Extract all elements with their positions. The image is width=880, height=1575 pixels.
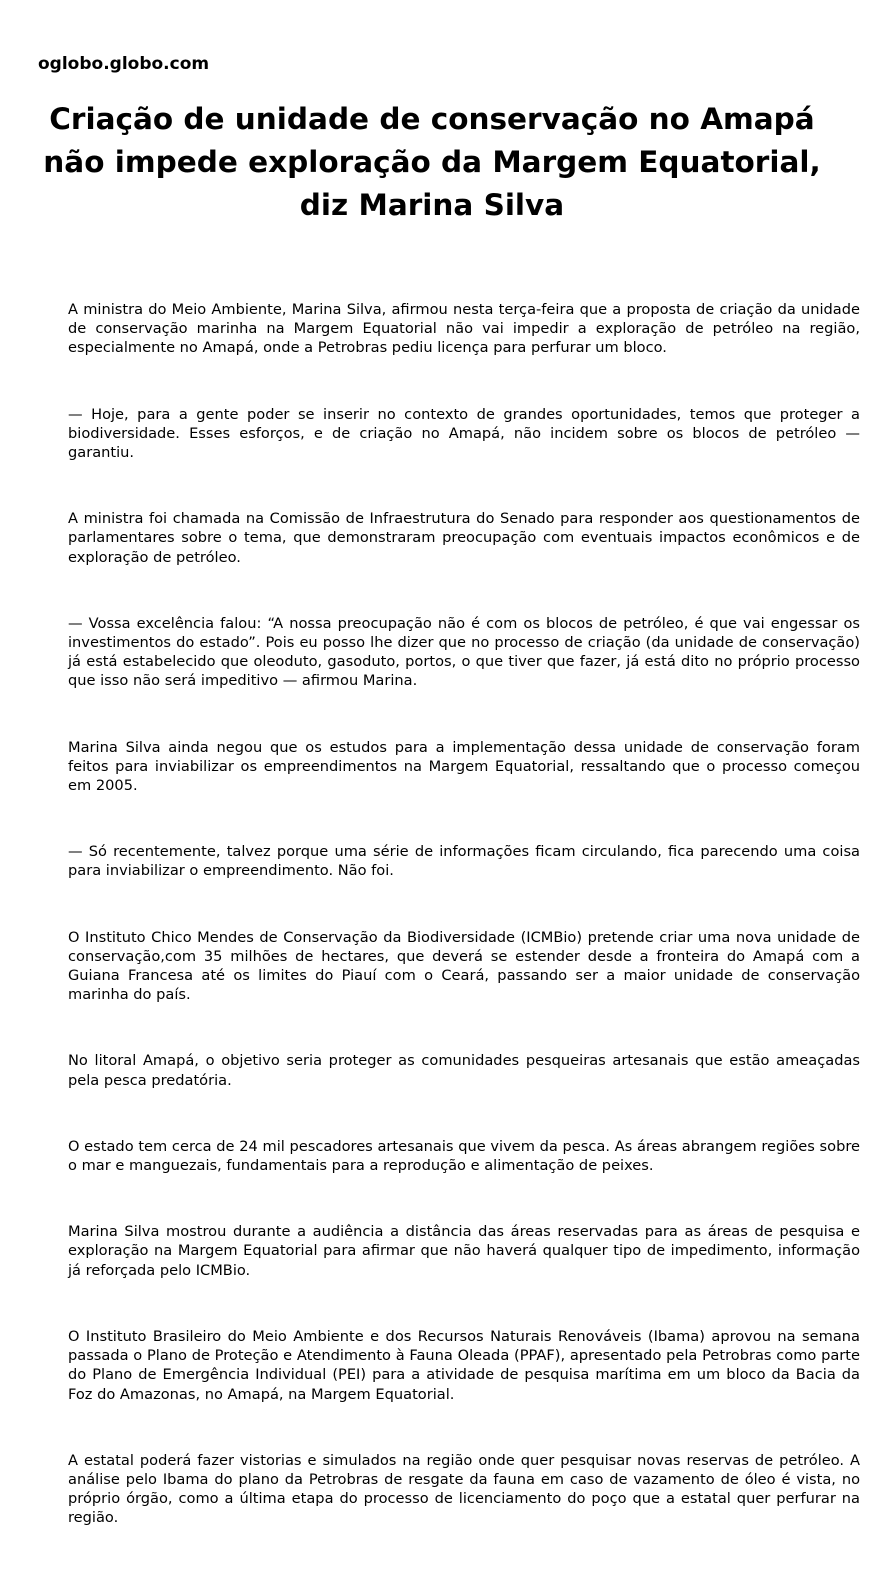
article-paragraph: Marina Silva mostrou durante a audiência a distância das áreas reservadas para as áreas de pesquisa e exploração na Margem Equatorial para afirmar que não haverá qualquer tipo de impedimento, informação já reforçada pelo ICMBio. [68, 1223, 860, 1279]
article-paragraph: — Só recentemente, talvez porque uma série de informações ficam circulando, fica parecendo uma coisa para inviabilizar o empreendimento. Não foi. [68, 843, 860, 880]
article-paragraph: A estatal poderá fazer vistorias e simulados na região onde quer pesquisar novas reservas de petróleo. A análise pelo Ibama do plano da Petrobras de resgate da fauna em caso de vazamento de óleo é vista, no próprio órgão, como a última etapa do processo de licenciamento do poço que a estatal quer perfurar na região. [68, 1451, 860, 1527]
article-paragraph: O estado tem cerca de 24 mil pescadores artesanais que vivem da pesca. As áreas abrangem regiões sobre o mar e manguezais, fundamentais para a reprodução e alimentação de peixes. [68, 1137, 860, 1175]
article-paragraph: A ministra do Meio Ambiente, Marina Silva, afirmou nesta terça-feira que a proposta de criação da unidade de conservação marinha na Margem Equatorial não vai impedir a exploração de petróleo na região, especialmente no Amapá, onde a Petrobras pediu licença para perfurar um bloco. [68, 301, 860, 357]
article-paragraph: A ministra foi chamada na Comissão de Infraestrutura do Senado para responder aos questionamentos de parlamentares sobre o tema, que demonstraram preocupação com eventuais impactos econômicos e de exploração de petróleo. [68, 510, 860, 566]
article-paragraph: Marina Silva ainda negou que os estudos para a implementação dessa unidade de conservação foram feitos para inviabilizar os empreendimentos na Margem Equatorial, ressaltando que o processo começou em 2005. [68, 738, 860, 795]
article-headline: Criação de unidade de conservação no Amapá não impede exploração da Margem Equatorial, diz Marina Silva [43, 102, 821, 222]
article-paragraph: O Instituto Brasileiro do Meio Ambiente e dos Recursos Naturais Renováveis (Ibama) aprovou na semana passada o Plano de Proteção e Atendimento à Fauna Oleada (PPAF), apresentado pela Petrobras como parte do Plano de Emergência Individual (PEI) para a atividade de pesquisa marítima em um bloco da Bacia da Foz do Amazonas, no Amapá, na Margem Equatorial. [68, 1327, 860, 1403]
site-domain: oglobo.globo.com [38, 54, 210, 74]
article-paragraph: No litoral Amapá, o objetivo seria proteger as comunidades pesqueiras artesanais que estão ameaçadas pela pesca predatória. [68, 1052, 860, 1089]
article-paragraph: — Hoje, para a gente poder se inserir no contexto de grandes oportunidades, temos que proteger a biodiversidade. Esses esforços, e de criação no Amapá, não incidem sobre os blocos de petróleo — garantiu. [68, 405, 860, 462]
article-body [68, 300, 860, 1575]
article-paragraph: O Instituto Chico Mendes de Conservação da Biodiversidade (ICMBio) pretende criar uma nova unidade de conservação,com 35 milhões de hectares, que deverá se estender desde a fronteira do Amapá com a Guiana Francesa até os limites do Piauí com o Ceará, passando ser a maior unidade de conservação marinha do país. [68, 928, 860, 1004]
article-paragraph: — Vossa excelência falou: “A nossa preocupação não é com os blocos de petróleo, é que vai engessar os investimentos do estado”. Pois eu posso lhe dizer que no processo de criação (da unidade de conservação) já está estabelecido que oleoduto, gasoduto, portos, o que tiver que fazer, já está dito no próprio processo que isso não será impeditivo — afirmou Marina. [68, 614, 860, 690]
